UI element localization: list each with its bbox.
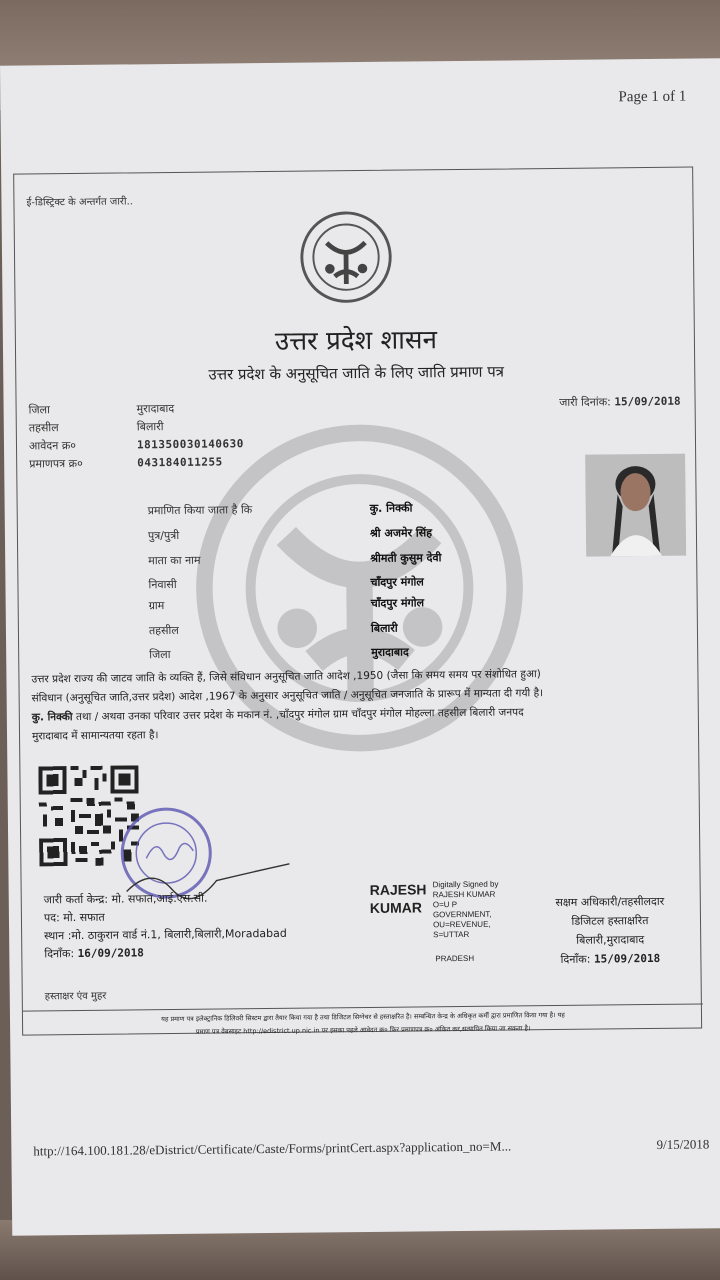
field-label: ग्राम — [148, 599, 165, 613]
field-label: तहसील — [148, 623, 179, 638]
certificate-subtitle: उत्तर प्रदेश के अनुसूचित जाति के लिए जाति प्रमाण पत्र — [208, 362, 505, 384]
issue-date-label: जारी दिनांक: — [559, 395, 611, 409]
meta-value: 043184011255 — [137, 455, 223, 470]
field-label: निवासी — [148, 577, 177, 592]
authority-date-value: 15/09/2018 — [593, 951, 661, 966]
statement-text: तथा / अथवा उनका परिवार उत्तर प्रदेश के मकान नं. ,चाँदपुर मंगोल ग्राम चाँदपुर मंगोल मोहल्ला तहसील बिलारी जनपद — [75, 706, 524, 724]
digital-signature-name — [370, 880, 427, 917]
digital-signature-details — [433, 880, 499, 941]
signer-name-line: KUMAR — [369, 899, 423, 916]
issuer-designation: पद: मो. सफात — [43, 910, 105, 925]
person-silhouette-icon — [585, 454, 686, 557]
issue-date-value: 15/09/2018 — [614, 394, 681, 409]
field-value: मुरादाबाद — [371, 645, 409, 659]
signature-seal-label: हस्ताक्षर एंव मुहर — [44, 990, 107, 1003]
statement-line: मुरादाबाद में सामान्यतया रहता है। — [31, 729, 159, 743]
certificate-statement — [31, 664, 692, 747]
field-certified-name — [148, 500, 413, 518]
meta-value: बिलारी — [136, 420, 164, 434]
signature-detail-line: Digitally Signed by — [432, 879, 499, 890]
authority-date-label: दिनाँक: — [560, 952, 591, 966]
field-value: कु. निक्की — [369, 501, 413, 515]
meta-label: तहसील — [28, 421, 59, 435]
statement-line: उत्तर प्रदेश राज्य की जाटव जाति के व्यक्ति हैं, जिसे संविधान अनुसूचित जाति आदेश ,1950 (जैसा कि समय समय पर संशोधित हुआ) — [31, 668, 541, 686]
authority-date — [520, 948, 700, 969]
meta-row-application-no — [29, 436, 244, 453]
field-father — [148, 525, 432, 543]
field-mother — [148, 550, 441, 568]
applicant-photo — [585, 454, 686, 557]
edistrict-issue-label: ई-डिस्ट्रिक्ट के अन्तर्गत जारी.. — [26, 196, 133, 209]
authority-location: बिलारी,मुरादाबाद — [576, 933, 645, 947]
note-line: यह प्रमाण पत्र इलेक्ट्रानिक डिलिवरी सिस्टम द्वारा तैयार किया गया है तथा डिजिटल सिग्नेचर से हस्ताक्षरित है। सम्बन्धित केन्द्र के अधिकृत कर्मी द्वारा प्रमाणित किया गया है। यह — [161, 1010, 565, 1024]
field-value: चाँदपुर मंगोल — [370, 596, 425, 610]
verification-note — [43, 1008, 683, 1041]
statement-line: संविधान (अनुसूचित जाति,उत्तर प्रदेश) आदेश ,1967 के अनुसार अनुसूचित जाति / अनुसूचित जनजाति के प्रारूप में मान्यता दी गयी है। — [31, 687, 544, 705]
caste-certificate — [13, 167, 702, 1036]
signature-detail-line: RAJESH KUMAR — [432, 889, 496, 900]
issuer-place: स्थान :मो. ठाकुरान वार्ड नं.1, बिलारी,बिलारी,Moradabad — [44, 926, 287, 943]
print-url: http://164.100.181.28/eDistrict/Certificate/Caste/Forms/printCert.aspx?application_no=M... — [33, 1138, 512, 1159]
printed-page — [0, 58, 720, 1235]
issuer-date-label: दिनाँक: — [44, 947, 75, 961]
authority-title: सक्षम अधिकारी/तहसीलदार — [555, 894, 665, 909]
field-resident — [148, 574, 423, 592]
signature-detail-line: GOVERNMENT, — [432, 909, 492, 920]
issuer-date-value: 16/09/2018 — [77, 946, 144, 961]
issuer-date — [44, 945, 144, 961]
issuer-center: जारी कर्ता केन्द्र: मो. सफात,आई.एस.सी. — [43, 891, 208, 907]
meta-row-certificate-no — [29, 454, 223, 471]
field-value: चाँदपुर मंगोल — [370, 575, 424, 589]
field-label: पुत्र/पुत्री — [147, 528, 180, 543]
meta-value: मुरादाबाद — [136, 401, 175, 416]
signature-detail-line: OU=REVENUE, — [432, 919, 491, 930]
meta-row-district — [29, 401, 175, 418]
signature-detail-line: O=U P — [432, 900, 458, 910]
authority-signature: डिजिटल हस्ताक्षरित — [571, 914, 649, 928]
page-number: Page 1 of 1 — [618, 88, 687, 106]
meta-value: 181350030140630 — [136, 437, 244, 452]
print-date: 9/15/2018 — [656, 1136, 710, 1152]
issue-date — [559, 394, 681, 410]
field-value: श्रीमती कुसुम देवी — [370, 551, 442, 565]
field-village — [149, 595, 424, 613]
field-label: जिला — [149, 648, 171, 662]
meta-row-tehsil — [29, 419, 164, 435]
field-tehsil — [149, 621, 398, 639]
field-label: माता का नाम — [148, 553, 201, 568]
signer-name-line: RAJESH — [369, 881, 427, 898]
meta-label: जिला — [28, 403, 51, 417]
note-line: प्रमाण पत्र वेबसाइट http://edistrict.up.nic.in पर इसका पहले आवेदन क्र० फिर प्रमाणपत्र क्र० अंकित कर,सत्यापित किया जा सकता है। — [195, 1024, 531, 1036]
signature-detail-line: S=UTTAR — [433, 929, 470, 940]
meta-label: प्रमाणपत्र क्र० — [29, 456, 83, 471]
digital-signature-state: PRADESH — [435, 953, 475, 964]
field-value: श्री अजमेर सिंह — [369, 526, 433, 540]
field-label: प्रमाणित किया जाता है कि — [147, 503, 253, 518]
certificate-title: उत्तर प्रदेश शासन — [274, 325, 438, 357]
statement-name: कु. निक्की — [31, 711, 73, 724]
competent-authority — [520, 891, 701, 969]
field-value: बिलारी — [370, 621, 398, 635]
meta-label: आवेदन क्र० — [28, 438, 77, 453]
field-district — [149, 645, 409, 663]
up-government-emblem-icon — [298, 209, 395, 306]
